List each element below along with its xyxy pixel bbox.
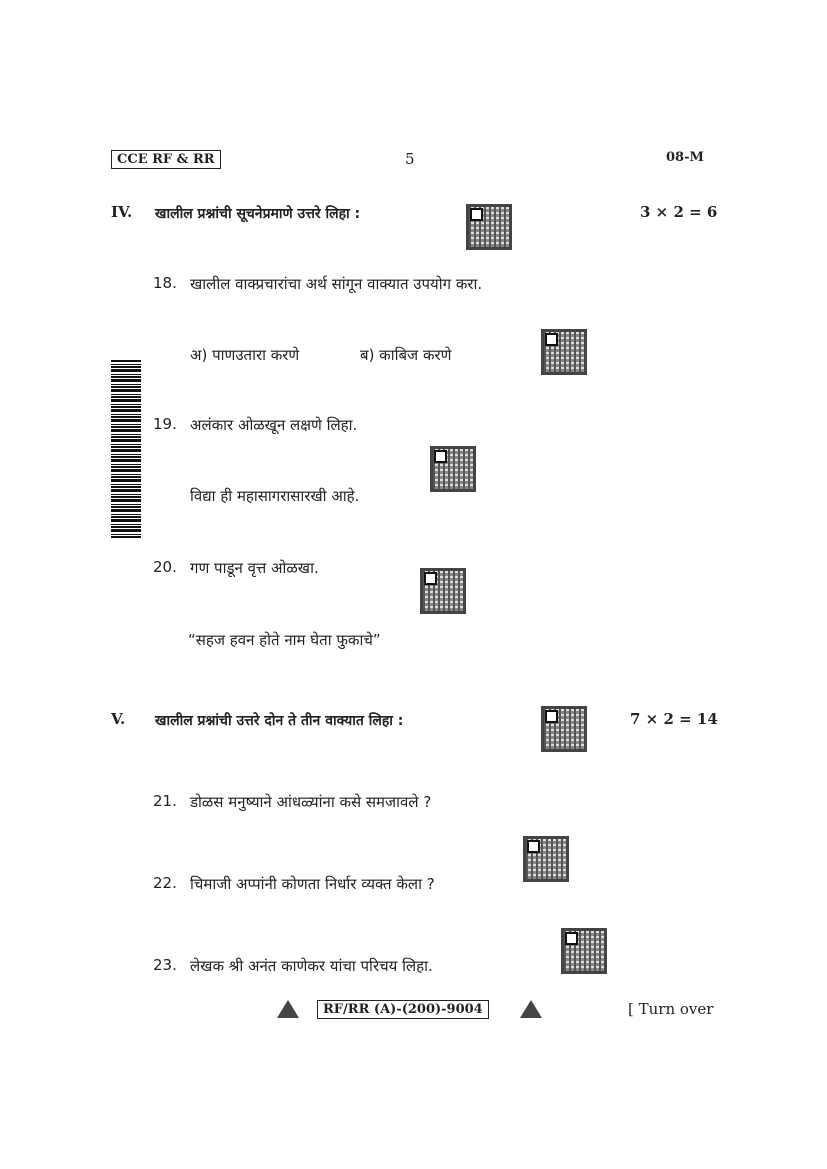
section-iv-marks: 3 × 2 = 6 [640, 203, 718, 221]
question-number: 22. [153, 874, 177, 892]
question-text: लेखक श्री अनंत काणेकर यांचा परिचय लिहा. [190, 957, 433, 975]
question-number: 19. [153, 415, 177, 433]
section-v-number: V. [111, 710, 126, 728]
question-number: 18. [153, 274, 177, 292]
option-a: अ) पाणउतारा करणे [190, 346, 300, 364]
paper-code: 08-M [666, 150, 704, 165]
page-number: 5 [405, 150, 415, 168]
question-number: 23. [153, 956, 177, 974]
barcode [111, 360, 141, 538]
question-text: डोळस मनुष्याने आंधळ्यांना कसे समजावले ? [190, 793, 432, 811]
qr-code [561, 928, 607, 974]
triangle-icon [277, 1000, 299, 1018]
section-v-title: खालील प्रश्नांची उत्तरे दोन ते तीन वाक्यात लिहा : [155, 713, 404, 729]
question-number: 21. [153, 792, 177, 810]
question-text: अलंकार ओळखून लक्षणे लिहा. [190, 416, 358, 434]
question-sub-text: “सहज हवन होते नाम घेता फुकाचे” [188, 631, 381, 649]
question-text: गण पाडून वृत्त ओळखा. [190, 559, 319, 577]
question-text: खालील वाक्प्रचारांचा अर्थ सांगून वाक्यात उपयोग करा. [190, 275, 483, 293]
section-v-marks: 7 × 2 = 14 [630, 710, 718, 728]
triangle-icon [520, 1000, 542, 1018]
option-b: ब) काबिज करणे [360, 346, 452, 364]
qr-code [541, 329, 587, 375]
question-sub-text: विद्या ही महासागरासारखी आहे. [190, 487, 360, 505]
section-iv-title: खालील प्रश्नांची सूचनेप्रमाणे उत्तरे लिहा : [155, 206, 361, 222]
qr-code [466, 204, 512, 250]
question-text: चिमाजी अप्पांनी कोणता निर्धार व्यक्त केला ? [190, 875, 435, 893]
question-number: 20. [153, 558, 177, 576]
qr-code [541, 706, 587, 752]
qr-code [420, 568, 466, 614]
turn-over-text: [ Turn over [628, 1000, 714, 1018]
footer-code-box: RF/RR (A)-(200)-9004 [317, 1000, 489, 1019]
section-iv-number: IV. [111, 203, 133, 221]
qr-code [523, 836, 569, 882]
exam-code-box: CCE RF & RR [111, 150, 221, 169]
qr-code [430, 446, 476, 492]
